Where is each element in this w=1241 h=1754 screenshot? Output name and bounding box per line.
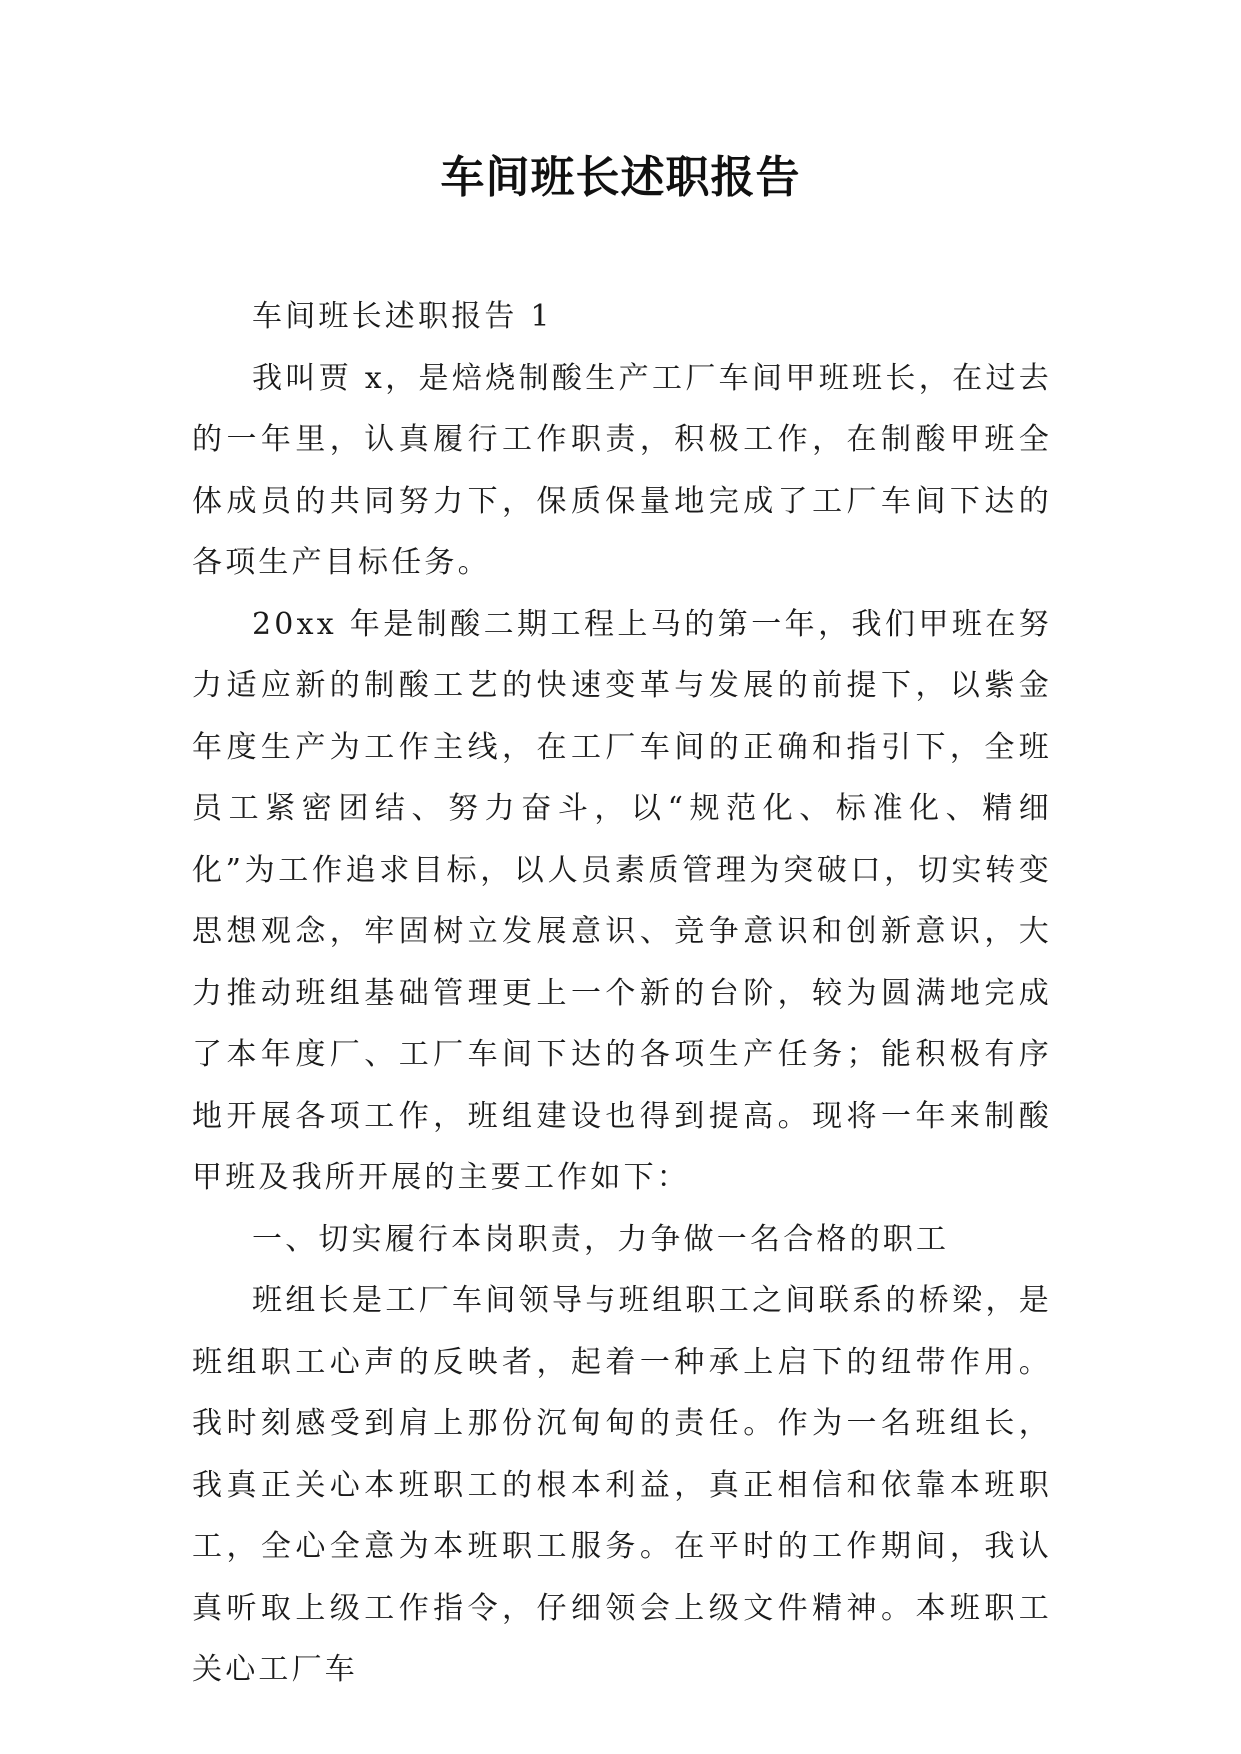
body-paragraph: 我叫贾 x，是焙烧制酸生产工厂车间甲班班长，在过去的一年里，认真履行工作职责，积极工作，在制酸甲班全体成员的共同努力下，保质保量地完成了工厂车间下达的各项生产目标任务。 [192,360,1052,580]
body-paragraph: 20xx 年是制酸二期工程上马的第一年，我们甲班在努力适应新的制酸工艺的快速变革与发展的前提下，以紫金年度生产为工作主线，在工厂车间的正确和指引下，全班员工紧密团结、努力奋斗，以“规范化、标准化、精细化”为工作追求目标，以人员素质管理为突破口，切实转变思想观念，牢固树立发展意识、竞争意识和创新意识，大力推动班组基础管理更上一个新的台阶，较为圆满地完成了本年度厂、工厂车间下达的各项生产任务；能积极有序地开展各项工作，班组建设也得到提高。现将一年来制酸甲班及我所开展的主要工作如下： [192,606,1052,1195]
document-body [192,286,1052,1701]
subtitle-paragraph: 车间班长述职报告 1 [252,299,553,334]
section-heading: 一、切实履行本岗职责，力争做一名合格的职工 [252,1221,950,1257]
body-paragraph: 班组长是工厂车间领导与班组职工之间联系的桥梁，是班组职工心声的反映者，起着一种承上启下的纽带作用。我时刻感受到肩上那份沉甸甸的责任。作为一名班组长，我真正关心本班职工的根本利益，真正相信和依靠本班职工，全心全意为本班职工服务。在平时的工作期间，我认真听取上级工作指令，仔细领会上级文件精神。本班职工关心工厂车 [192,1283,1052,1687]
document-title: 车间班长述职报告 [440,152,801,203]
